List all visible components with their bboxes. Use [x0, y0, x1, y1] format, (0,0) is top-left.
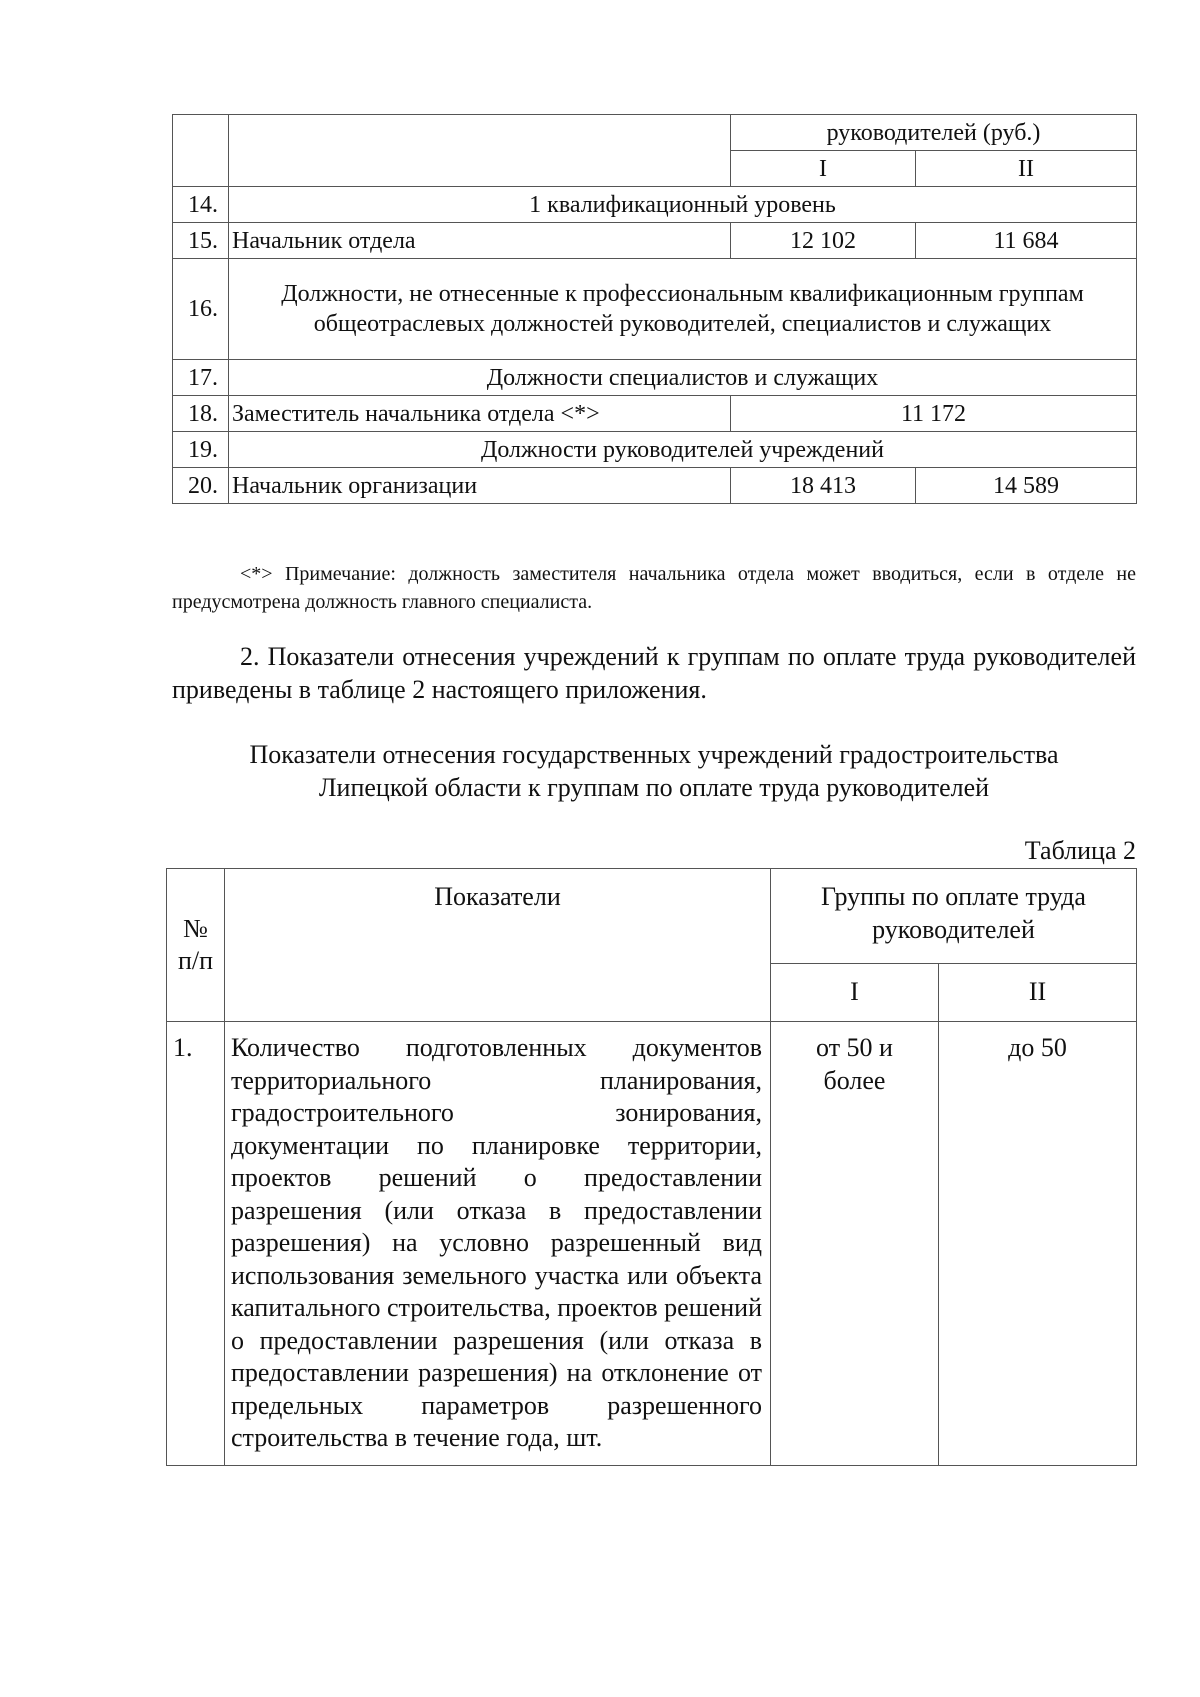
table-header-row	[167, 869, 1137, 964]
row-number: 16.	[173, 259, 229, 360]
header-group-ii: II	[939, 963, 1137, 1021]
salary-merged: 11 172	[731, 396, 1137, 432]
indicator-text: Количество подготовленных документов территориального планирования, градостроительного зонирования, документации по планировке территории, проектов решений о предоставлении разрешения (или отказа в предоставлении разрешения) на условно разрешенный вид использования земельного участка или объекта капитального строительства, проектов решений о предоставлении разрешения (или отказа в предоставлении разрешения) на отклонение от предельных параметров разрешенного строительства в течение года, шт.	[225, 1022, 771, 1466]
salary-group-ii: 14 589	[916, 468, 1137, 504]
table2-title	[172, 738, 1136, 804]
group-ii-value: до 50	[939, 1022, 1137, 1466]
row-number: 15.	[173, 223, 229, 259]
title-line-1: Показатели отнесения государственных учреждений градостроительства	[249, 740, 1059, 769]
salary-table	[172, 114, 1137, 504]
salary-group-i: 18 413	[731, 468, 916, 504]
header-name-cell	[229, 115, 731, 187]
table-row	[173, 432, 1137, 468]
section-heading: 1 квалификационный уровень	[229, 187, 1137, 223]
header-group-i: I	[731, 151, 916, 187]
section-heading: Должности специалистов и служащих	[229, 360, 1137, 396]
footnote: <*> Примечание: должность заместителя начальника отдела может вводиться, если в отделе не предусмотрена должность главного специалиста.	[172, 563, 1136, 613]
salary-group-ii: 11 684	[916, 223, 1137, 259]
section-heading: Должности, не отнесенные к профессиональным квалификационным группам общеотраслевых должностей руководителей, специалистов и служащих	[229, 259, 1137, 360]
section-heading: Должности руководителей учреждений	[229, 432, 1137, 468]
table-row	[173, 360, 1137, 396]
row-number: 17.	[173, 360, 229, 396]
title-line-2: Липецкой области к группам по оплате труда руководителей	[318, 773, 990, 802]
table-row	[173, 223, 1137, 259]
row-number: 19.	[173, 432, 229, 468]
table-row	[173, 468, 1137, 504]
table-label: Таблица 2	[1024, 836, 1136, 865]
table-row	[173, 187, 1137, 223]
position-name: Заместитель начальника отдела <*>	[229, 396, 731, 432]
table-header-row	[173, 115, 1137, 151]
position-name: Начальник организации	[229, 468, 731, 504]
header-num-cell	[173, 115, 229, 187]
header-group-ii: II	[916, 151, 1137, 187]
table-row	[167, 1022, 1137, 1466]
row-number: 20.	[173, 468, 229, 504]
table-row	[173, 259, 1137, 360]
header-group-i: I	[771, 963, 939, 1021]
row-number: 18.	[173, 396, 229, 432]
header-groups-cell: Группы по оплате труда руководителей	[771, 869, 1137, 964]
position-name: Начальник отдела	[229, 223, 731, 259]
row-number: 14.	[173, 187, 229, 223]
salary-group-i: 12 102	[731, 223, 916, 259]
row-number: 1.	[167, 1022, 225, 1466]
paragraph-2: 2. Показатели отнесения учреждений к группам по оплате труда руководителей приведены в таблице 2 настоящего приложения.	[172, 642, 1136, 704]
header-groups-cell: руководителей (руб.)	[731, 115, 1137, 151]
group-i-value: от 50 и более	[771, 1022, 939, 1466]
header-num-cell: № п/п	[167, 869, 225, 1022]
header-indicators-cell: Показатели	[225, 869, 771, 1022]
indicators-table	[166, 868, 1137, 1466]
table-row	[173, 396, 1137, 432]
